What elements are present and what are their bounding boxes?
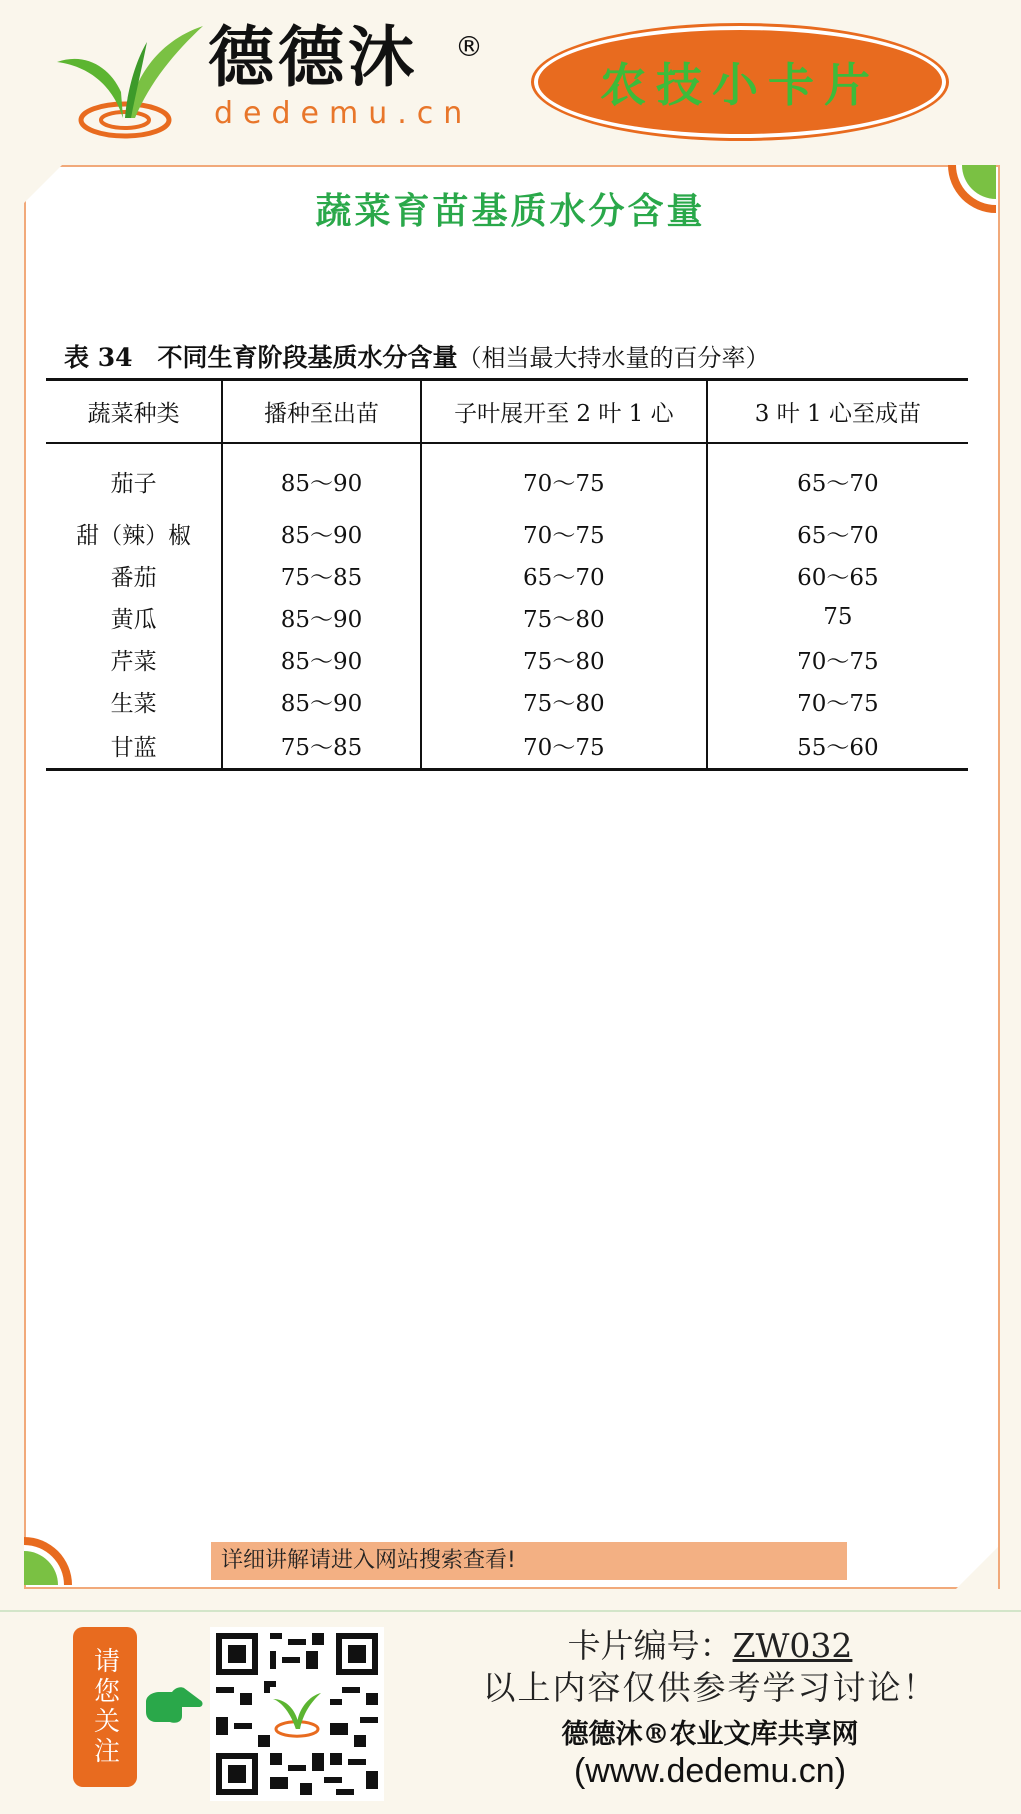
column-header: 播种至出苗 (222, 380, 421, 443)
footer-divider (0, 1610, 1021, 1612)
moisture-table (46, 380, 968, 771)
brand-name: 德德沐 (208, 19, 418, 96)
table-cell: 70～75 (421, 443, 707, 512)
corner-decoration-icon (24, 1533, 74, 1585)
table-cell: 黄瓜 (110, 606, 157, 633)
table-cell: 75～85 (222, 722, 421, 770)
table-cell: 85～90 (222, 443, 421, 512)
table-cell: 75～80 (421, 638, 707, 680)
table-row (46, 512, 968, 554)
table-cell: 甜（辣）椒 (76, 522, 192, 549)
table-cell: 75 (707, 596, 968, 638)
follow-text: 请您关注 (89, 1647, 120, 1767)
table-cell: 65～70 (421, 554, 707, 596)
table-caption (64, 338, 770, 374)
pointing-hand-icon (142, 1682, 204, 1728)
table-cell: 75～80 (421, 596, 707, 638)
card-type-badge (534, 26, 946, 138)
badge-label: 农技小卡片 (600, 58, 880, 112)
table-cell: 65～70 (707, 443, 968, 512)
table-row (46, 680, 968, 722)
registered-mark: ® (455, 30, 483, 63)
brand-logo-icon (55, 22, 205, 140)
table-cell: 60～65 (707, 554, 968, 596)
table-cell: 55～60 (707, 722, 968, 770)
table-row (46, 722, 968, 770)
card-corner-cut (956, 1547, 998, 1589)
table-cell: 茄子 (110, 470, 157, 497)
table-cell: 70～75 (707, 680, 968, 722)
card-title: 蔬菜育苗基质水分含量 (315, 190, 706, 232)
card-number-label: 卡片编号： (567, 1626, 733, 1665)
column-header: 3 叶 1 心至成苗 (707, 380, 968, 443)
site-url-link[interactable]: (www.dedemu.cn) (573, 1752, 847, 1790)
brand-domain: dedemu.cn (214, 96, 473, 131)
table-row (46, 443, 968, 512)
follow-label (73, 1627, 137, 1787)
table-cell: 85～90 (222, 512, 421, 554)
table-caption-note: （相当最大持水量的百分率） (457, 344, 770, 372)
table-cell: 85～90 (222, 680, 421, 722)
table-cell: 芹菜 (110, 648, 157, 675)
table-cell: 甘蓝 (46, 722, 222, 770)
site-name: 德德沐®农业文库共享网 (561, 1719, 859, 1750)
notice-bar: 详细讲解请进入网站搜索查看! (211, 1542, 847, 1580)
table-row (46, 554, 968, 596)
card-number (430, 1620, 990, 1667)
table-cell: 70～75 (421, 512, 707, 554)
table-caption-title: 表 34 不同生育阶段基质水分含量 (64, 343, 458, 372)
table-cell: 生菜 (110, 690, 157, 717)
table-cell: 65～70 (707, 512, 968, 554)
table-row (46, 638, 968, 680)
column-header: 子叶展开至 2 叶 1 心 (421, 380, 707, 443)
table-cell: 番茄 (110, 564, 157, 591)
table-cell: 70～75 (707, 638, 968, 680)
table-row (46, 596, 968, 638)
table-cell: 70～75 (421, 722, 707, 770)
table-header-row (46, 380, 968, 443)
table-cell: 85～90 (222, 596, 421, 638)
qr-code-icon[interactable] (210, 1627, 384, 1801)
table-cell: 85～90 (222, 638, 421, 680)
column-header: 蔬菜种类 (46, 380, 222, 443)
card-number-value: ZW032 (732, 1626, 853, 1665)
table-cell: 75～80 (421, 680, 707, 722)
table-cell: 75～85 (222, 554, 421, 596)
disclaimer-text: 以上内容仅供参考学习讨论！ (482, 1668, 938, 1707)
